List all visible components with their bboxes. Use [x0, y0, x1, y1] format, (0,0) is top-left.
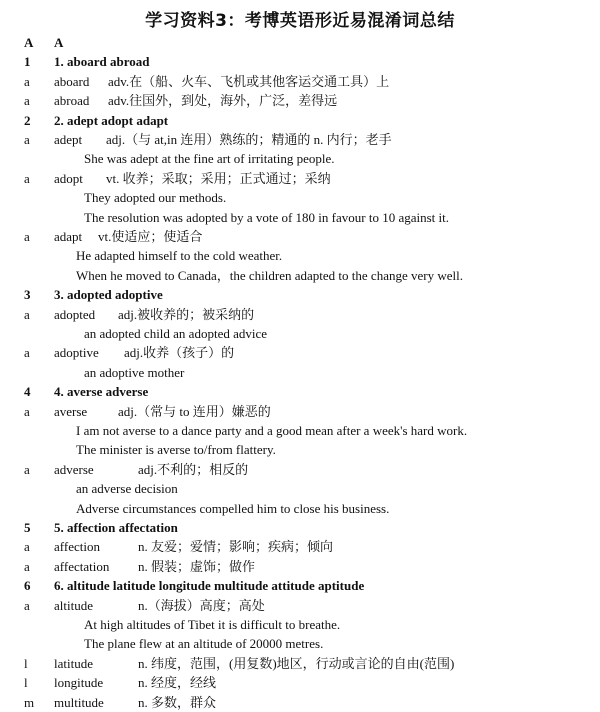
entry-word: latitude: [54, 655, 93, 671]
example-sentence: [0, 246, 600, 265]
entry-marker: a: [24, 132, 30, 147]
word-entry: [0, 130, 600, 149]
word-entry: [0, 169, 600, 188]
example-text: an adoptive mother: [84, 364, 185, 380]
section-title: 5. affection affectation: [54, 520, 178, 535]
example-sentence: [0, 440, 600, 459]
word-entry: [0, 227, 600, 246]
entry-definition: adj.收养（孩子）的: [124, 345, 235, 361]
entry-marker: a: [24, 306, 30, 322]
example-sentence: [0, 421, 600, 440]
entry-marker: a: [24, 558, 30, 574]
entry-definition: adj.（常与 to 连用）嫌恶的: [118, 403, 271, 419]
entry-word: adoptive: [54, 345, 99, 361]
document-title: 学习资料3：考博英语形近易混淆词总结: [145, 11, 455, 31]
entry-word: adopt: [54, 170, 83, 186]
example-text: The plane flew at an altitude of 20000 metres.: [84, 636, 324, 652]
example-sentence: [0, 479, 600, 498]
example-sentence: [0, 499, 600, 518]
example-text: an adverse decision: [76, 481, 178, 497]
example-sentence: [0, 188, 600, 207]
word-entry: [0, 693, 600, 712]
entry-definition: vt.使适应；使适合: [98, 229, 203, 244]
section-marker: 4: [24, 384, 31, 400]
example-text: I am not averse to a dance party and a good mean after a week's hard work.: [76, 423, 468, 438]
entry-definition: n. 纬度，范围，(用复数)地区，行动或言论的自由(范围): [138, 655, 455, 671]
entry-word: abroad: [54, 93, 90, 109]
entry-word: averse: [54, 403, 88, 419]
section-heading: [0, 33, 600, 52]
example-sentence: [0, 324, 600, 343]
example-text: Adverse circumstances compelled him to close his business.: [76, 500, 390, 516]
word-entry: [0, 557, 600, 576]
section-title: 4. averse adverse: [54, 384, 149, 400]
example-sentence: [0, 149, 600, 168]
example-text: At high altitudes of Tibet it is difficult to breathe.: [84, 617, 341, 632]
word-entry: [0, 91, 600, 110]
section-heading: [0, 382, 600, 401]
section-marker: 3: [24, 287, 31, 303]
section-heading: [0, 285, 600, 304]
example-text: When he moved to Canada，the children adapted to the change very well.: [76, 267, 463, 283]
section-marker: 1: [24, 54, 31, 70]
entry-marker: a: [24, 597, 30, 613]
section-heading: [0, 576, 600, 595]
example-sentence: [0, 634, 600, 653]
word-entry: [0, 305, 600, 324]
entry-definition: vt. 收养；采取；采用；正式通过；采纳: [106, 170, 331, 186]
section-heading: [0, 518, 600, 537]
word-entry: [0, 596, 600, 615]
entry-marker: a: [24, 229, 30, 244]
section-heading: [0, 52, 600, 71]
section-marker: 5: [24, 520, 31, 535]
section-title: A: [54, 35, 64, 50]
entry-marker: l: [24, 675, 28, 691]
example-text: She was adept at the fine art of irritating people.: [84, 151, 335, 167]
entry-word: adept: [54, 132, 83, 147]
entry-word: altitude: [54, 597, 93, 613]
section-title: 2. adept adopt adapt: [54, 112, 169, 128]
entry-marker: a: [24, 345, 30, 361]
word-entry: [0, 343, 600, 362]
entry-definition: adv.在（船、火车、飞机或其他客运交通工具）上: [108, 73, 390, 89]
word-entry: [0, 460, 600, 479]
entry-marker: a: [24, 403, 30, 419]
entry-word: adverse: [54, 461, 94, 477]
entry-marker: a: [24, 170, 30, 186]
word-entry: [0, 673, 600, 692]
example-sentence: [0, 266, 600, 285]
entry-marker: a: [24, 93, 30, 109]
entry-marker: l: [24, 655, 28, 671]
entry-marker: a: [24, 539, 30, 555]
entry-word: adapt: [54, 229, 83, 244]
entry-definition: adj.不利的；相反的: [138, 461, 249, 477]
entry-word: aboard: [54, 73, 90, 89]
entry-definition: n.（海拔）高度；高处: [138, 597, 265, 613]
entry-word: adopted: [54, 306, 96, 322]
example-sentence: [0, 363, 600, 382]
section-title: 3. adopted adoptive: [54, 287, 163, 303]
entry-definition: adj.（与 at,in 连用）熟练的；精通的 n. 内行；老手: [106, 132, 392, 147]
example-text: The minister is averse to/from flattery.: [76, 442, 276, 458]
entry-word: affection: [54, 539, 100, 555]
entry-definition: adj.被收养的；被采纳的: [118, 306, 255, 322]
section-marker: 6: [24, 578, 31, 594]
section-marker: 2: [24, 112, 31, 128]
example-text: an adopted child an adopted advice: [84, 326, 268, 341]
word-entry: [0, 654, 600, 673]
entry-definition: n. 友爱；爱情；影响；疾病；倾向: [138, 539, 334, 555]
entry-word: affectation: [54, 558, 110, 574]
word-entry: [0, 537, 600, 556]
word-entry: [0, 402, 600, 421]
section-title: 1. aboard abroad: [54, 54, 150, 70]
example-text: He adapted himself to the cold weather.: [76, 248, 283, 264]
section-title: 6. altitude latitude longitude multitude attitude aptitude: [54, 578, 365, 594]
entry-marker: a: [24, 461, 30, 477]
entry-word: longitude: [54, 675, 104, 691]
example-text: The resolution was adopted by a vote of 180 in favour to 10 against it.: [84, 209, 450, 225]
example-text: They adopted our methods.: [84, 190, 227, 206]
entry-word: multitude: [54, 694, 104, 710]
section-marker: A: [24, 35, 34, 50]
word-entry: [0, 72, 600, 91]
section-heading: [0, 111, 600, 130]
entry-marker: a: [24, 73, 30, 89]
entry-definition: n. 经度，经线: [138, 675, 217, 691]
example-sentence: [0, 208, 600, 227]
example-sentence: [0, 615, 600, 634]
entry-definition: n. 假装；虚饰；做作: [138, 558, 256, 574]
entry-definition: n. 多数，群众: [138, 694, 217, 710]
entry-marker: m: [24, 694, 35, 710]
entry-definition: adv.往国外，到处，海外，广泛，差得远: [108, 93, 338, 109]
